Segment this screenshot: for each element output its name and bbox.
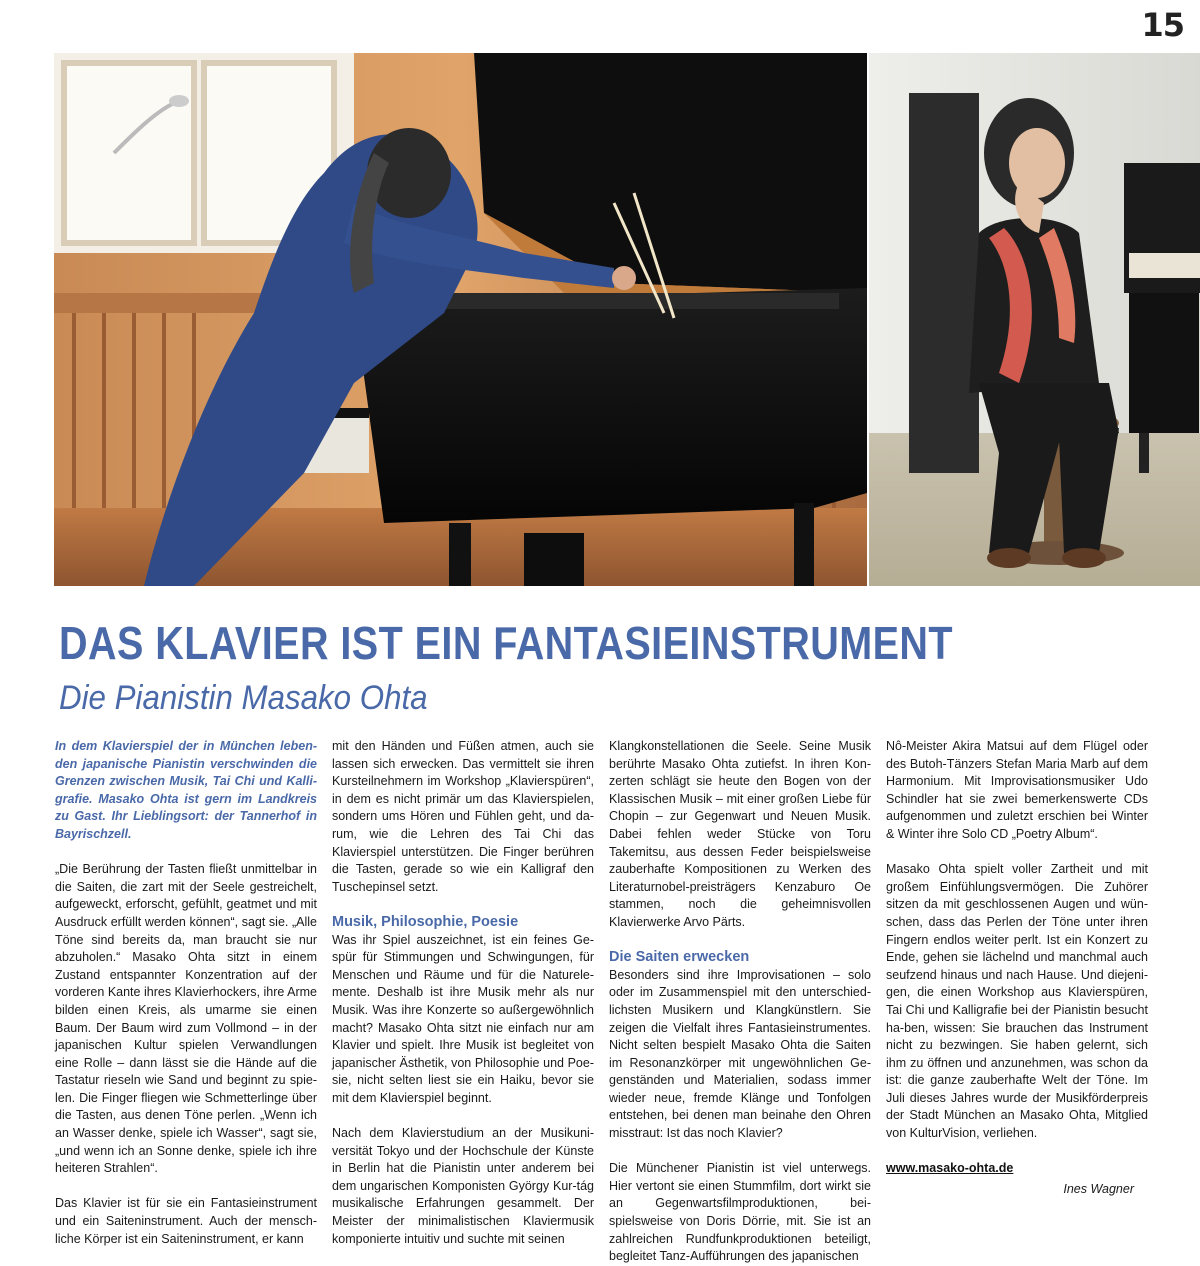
- author-byline: Ines Wagner: [1063, 1181, 1134, 1196]
- photo-pianist-at-grand-piano: [54, 53, 867, 586]
- paragraph: Nô-Meister Akira Matsui auf dem Flügel oder des Butoh-Tänzers Stefan Maria Marb auf dem Harmonium. Mit Improvisationsmusiker Udo Schindler hat sie zwei bemerkenswerte CDs aufgenommen und zuletzt erschien bei Winter & Winter ihre Solo CD „Poetry Album“.: [886, 739, 1148, 841]
- paragraph: „Die Berührung der Tasten fließt unmittelbar in die Saiten, die zart mit der Seele gestreichelt, aufgeweckt, erforscht, gefühlt, geatmet und mit Ausdruck erfüllt werden können“, sagt sie. „Alle Töne sind bereits da, man braucht sie nur abzuholen.“ Masako Ohta sitzt in einem Zustand entspannter Konzentration auf der vorderen Kante ihres Klavierhockers, ihre Arme bilden einen Kreis, als umarme sie einen Baum. Der Baum wird zum Vollmond – in der japanischen Kultur spielen Verwandlungen eine Rolle – dann lässt sie die Hände auf die Tastatur rieseln wie Sand und beginnt zu spie-len. Die Finger fliegen wie Schmetterlinge über die Tasten, aus denen Töne perlen. „Wenn ich an Wasser denke, spiele ich Wasser“, sagt sie, „und wenn ich an Sonne denke, spiele ich ihre heiteren Strahlen“.: [55, 862, 317, 1176]
- article-column-3: [609, 738, 871, 1266]
- website-link-paragraph: [886, 1160, 1148, 1178]
- article-headline: DAS KLAVIER IST EIN FANTASIEINSTRUMENT: [59, 617, 954, 669]
- paragraph: Die Münchener Pianistin ist viel unterwegs. Hier vertont sie einen Stummfilm, dort wirkt sie an Gegenwartsfilmproduktionen, bei-spielsweise von Doris Dörrie, mit. Sie ist an zahlreichen Rundfunkproduktionen beteiligt, begleitet Tanz-Aufführungen des japanischen: [609, 1161, 871, 1264]
- article-lead: In dem Klavierspiel der in München leben-den japanische Pianistin verschwinden die Grenzen zwischen Musik, Tai Chi und Kalli-grafie. Masako Ohta ist gern im Landkreis zu Gast. Ihr Lieblingsort: der Tannerhof in Bayrischzell.: [55, 739, 317, 841]
- photo-pianist-seated: [869, 53, 1200, 586]
- paragraph: mit den Händen und Füßen atmen, auch sie lassen sich erwecken. Das vermittelt sie ihren Kursteilnehmern im Workshop „Klavierspüren“, in dem es nicht primär um das Klavierspielen, sondern ums Hören und Fühlen geht, und da-rum, wie die Lehren des Tai Chi das Klavierspiel unterstützen. Die Finger berühren die Tasten, gerade so wie ein Kalligraf den Tuschepinsel setzt.: [332, 739, 594, 894]
- article-column-1: [55, 738, 317, 1248]
- section-heading: Die Saiten erwecken: [609, 949, 750, 966]
- article-subtitle: Die Pianistin Masako Ohta: [59, 679, 428, 717]
- website-link[interactable]: www.masako-ohta.de: [886, 1161, 1014, 1176]
- paragraph: Besonders sind ihre Improvisationen – solo oder im Zusammenspiel mit den unterschied-lichsten Musikern und Klangkünstlern. Sie zeigen die Vielfalt ihres Fantasieinstrumentes. Nicht selten bespielt Masako Ohta die Saiten im Resonanzkörper mit ungewöhnlichen Ge-genständen und Materialien, sodass immer wieder neue, fremde Klänge und Tonfolgen entstehen, bei denen man beinahe den Ohren misstraut: Ist das noch Klavier?: [609, 967, 871, 1141]
- paragraph: Was ihr Spiel auszeichnet, ist ein feines Ge-spür für Stimmungen und Schwingungen, für Menschen und Räume und für die Naturele-mente. Deshalb ist ihre Musik mehr als nur Musik. Was ihre Konzerte so außergewöhnlich macht? Masako Ohta sitzt nie einfach nur am Klavier und spielt. Ihre Musik ist begleitet von japanischer Ästhetik, von Philosophie und Poe-sie, nicht selten liest sie ein Haiku, bevor sie mit dem Klavierspiel beginnt.: [332, 932, 594, 1105]
- paragraph: Nach dem Klavierstudium an der Musikuni-versität Tokyo und der Hochschule der Künste in Berlin hat die Pianistin unter anderem bei dem ungarischen Komponisten György Kur-tág musikalische Erfahrungen gesammelt. Der Meister der minimalistischen Klaviermusik komponierte intuitiv und suchte mit seinen: [332, 1126, 594, 1246]
- page-number: 15: [1141, 6, 1184, 44]
- photo-right-illustration: [869, 53, 1200, 586]
- article-column-4: [886, 738, 1148, 1198]
- section-heading: Musik, Philosophie, Poesie: [332, 913, 519, 930]
- photo-left-illustration: [54, 53, 867, 586]
- paragraph: Das Klavier ist für sie ein Fantasieinstrument und ein Saiteninstrument. Auch der mensch-liche Körper ist ein Saiteninstrument, er kann: [55, 1196, 317, 1246]
- paragraph: Masako Ohta spielt voller Zartheit und mit großem Einfühlungsvermögen. Die Zuhörer sitzen da mit geschlossenen Augen und wün-schen, dass das Perlen der Töne unter ihren Fingern endlos weiter perlt. Ist ein Konzert zu Ende, gehen sie lächelnd und manchmal auch seufzend hinaus und nach Hause. Und diejeni-gen, die einen Workshop aus Klavierspüren, Tai Chi und Kalligrafie bei der Pianistin besucht ha-ben, wissen: Sie brauchen das Instrument nicht zu bezwingen. Sie haben gelernt, sich ihm zu öffnen und anzunehmen, was schon da ist: die ganze zauberhafte Welt der Töne. Im Juli dieses Jahres wurde der Musikförderpreis der Stadt München an Masako Ohta, Mitglied von KulturVision, verliehen.: [886, 862, 1148, 1141]
- article-column-2: [332, 738, 594, 1248]
- paragraph: Klangkonstellationen die Seele. Seine Musik berührte Masako Ohta zutiefst. In ihren Kon-zerten schlägt sie heute den Bogen von der Klassischen Musik – mit einer großen Liebe für Chopin – zur Gegenwart und Neuen Musik. Dabei fehlen weder Stücke von Toru Takemitsu, aus dessen Feder beispielsweise zauberhafte Kompositionen zu Werken des Literaturnobel-preisträgers Kenzaburo Oe stammen, noch die geheimnisvollen Klavierwerke Arvo Pärts.: [609, 739, 871, 929]
